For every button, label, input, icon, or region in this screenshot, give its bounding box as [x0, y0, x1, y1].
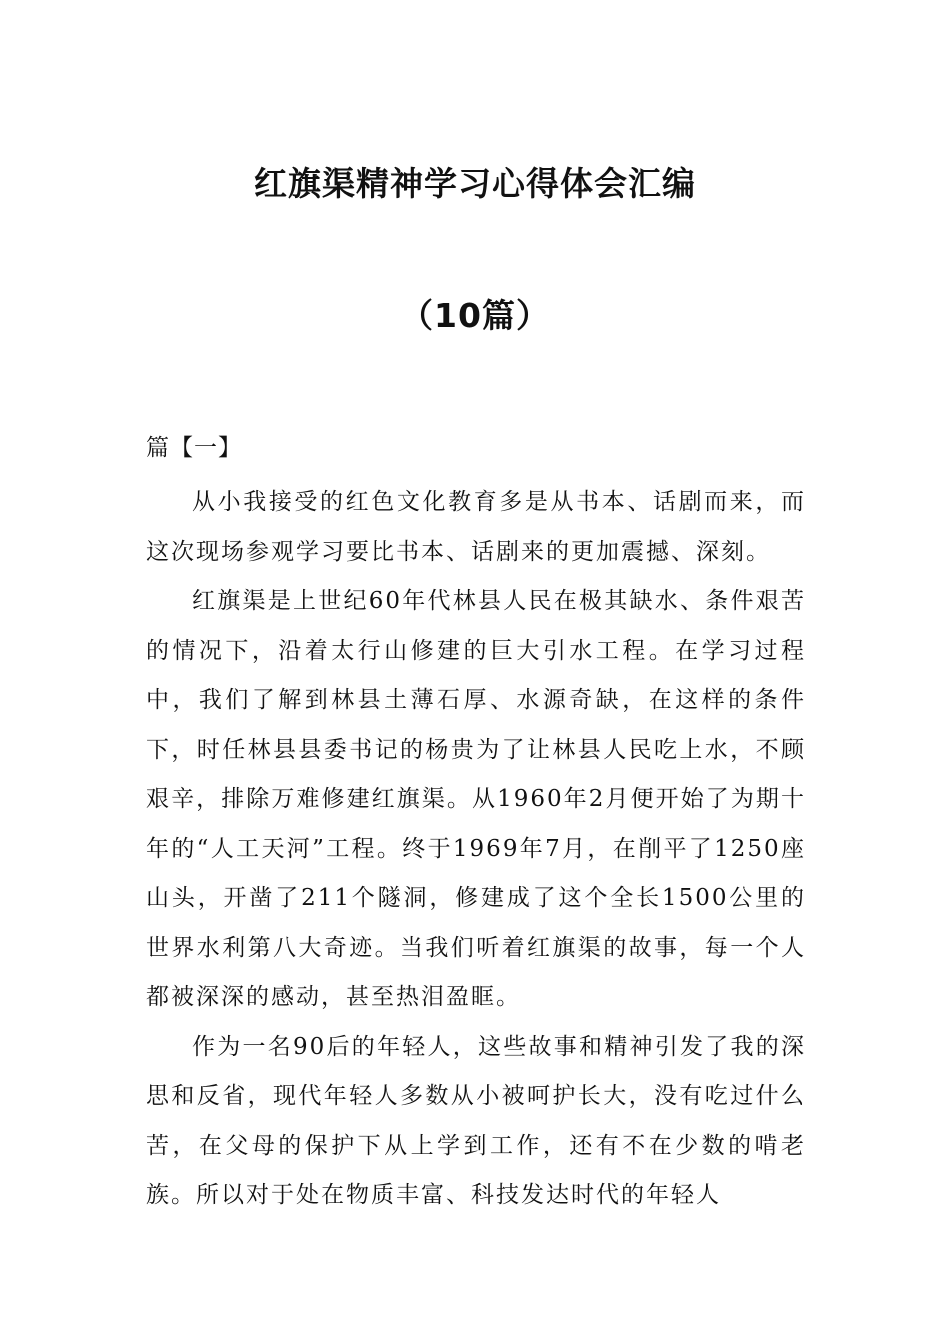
document-subtitle: （10篇）: [400, 296, 550, 335]
paragraph-1: 从小我接受的红色文化教育多是从书本、话剧而来，而这次现场参观学习要比书本、话剧来的更加震撼、深刻。: [146, 489, 806, 565]
document-body: [146, 428, 806, 1221]
document-title: 红旗渠精神学习心得体会汇编: [254, 164, 696, 203]
section-heading: 篇【一】: [146, 435, 242, 461]
paragraph-3: 作为一名90后的年轻人，这些故事和精神引发了我的深思和反省，现代年轻人多数从小被呵护长大，没有吃过什么苦，在父母的保护下从上学到工作，还有不在少数的啃老族。所以对于处在物质丰富、科技发达时代的年轻人: [146, 1033, 806, 1208]
paragraph-2: 红旗渠是上世纪60年代林县人民在极其缺水、条件艰苦的情况下，沿着太行山修建的巨大引水工程。在学习过程中，我们了解到林县土薄石厚、水源奇缺，在这样的条件下，时任林县县委书记的杨贵为了让林县人民吃上水，不顾艰辛，排除万难修建红旗渠。从1960年2月便开始了为期十年的“人工天河”工程。终于1969年7月，在削平了1250座山头，开凿了211个隧洞，修建成了这个全长1500公里的世界水利第八大奇迹。当我们听着红旗渠的故事，每一个人都被深深的感动，甚至热泪盈眶。: [146, 588, 806, 1010]
